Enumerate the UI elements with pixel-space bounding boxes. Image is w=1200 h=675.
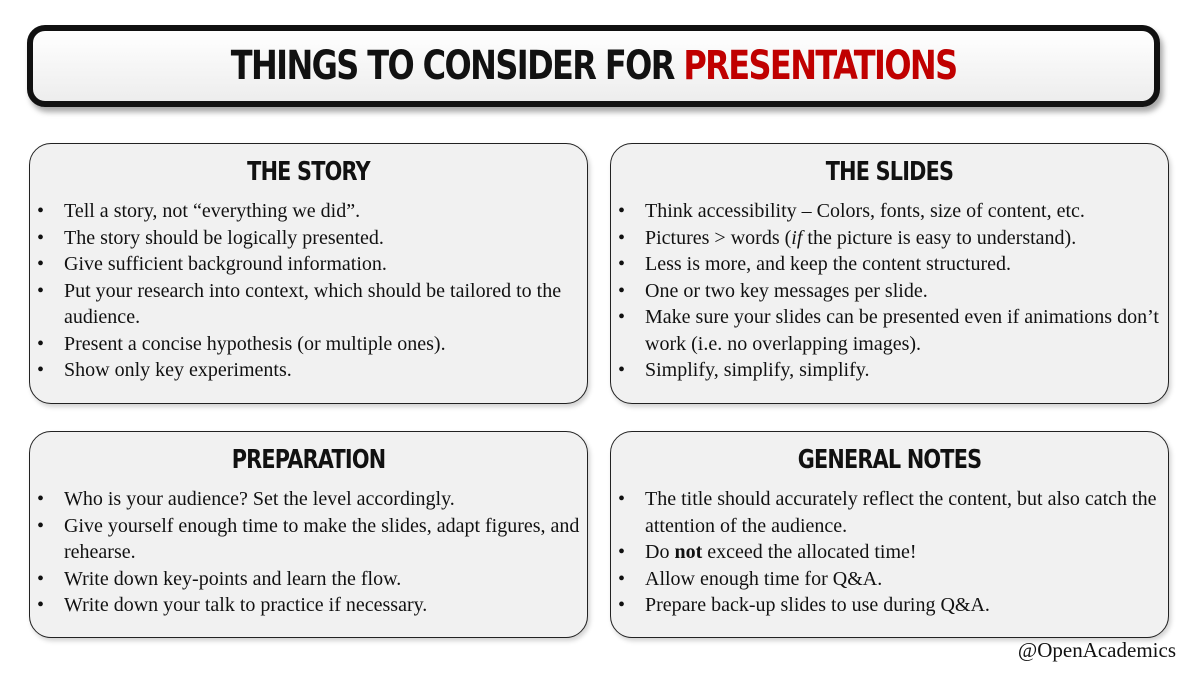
list-item: • Give yourself enough time to make the slides, adapt figures, and rehearse.: [30, 513, 587, 566]
title-accent: PRESENTATIONS: [683, 43, 957, 89]
story-list: [30, 198, 587, 384]
title-banner: [27, 25, 1160, 107]
list-item: • Tell a story, not “everything we did”.: [30, 198, 587, 225]
list-item: • Less is more, and keep the content structured.: [611, 251, 1168, 278]
list-item: • Show only key experiments.: [30, 357, 587, 384]
list-item: • Write down your talk to practice if necessary.: [30, 592, 587, 619]
story-card: [29, 143, 588, 404]
slides-list: [611, 198, 1168, 384]
list-item: • One or two key messages per slide.: [611, 278, 1168, 305]
preparation-card-title: PREPARATION: [231, 445, 386, 475]
list-item: • Prepare back-up slides to use during Q&A.: [611, 592, 1168, 619]
list-item: • Simplify, simplify, simplify.: [611, 357, 1168, 384]
page-title: [231, 43, 957, 89]
general-notes-card-title: GENERAL NOTES: [797, 445, 982, 475]
slides-card: [610, 143, 1169, 404]
story-card-title: THE STORY: [247, 157, 370, 187]
general-notes-list: [611, 486, 1168, 619]
list-item: • Who is your audience? Set the level accordingly.: [30, 486, 587, 513]
list-item: • The title should accurately reflect the content, but also catch the attention of the audience.: [611, 486, 1168, 539]
list-item: • The story should be logically presented.: [30, 225, 587, 252]
list-item: • Do not exceed the allocated time!: [611, 539, 1168, 566]
title-main: THINGS TO CONSIDER FOR: [230, 43, 684, 89]
list-item: • Write down key-points and learn the flow.: [30, 566, 587, 593]
list-item: • Allow enough time for Q&A.: [611, 566, 1168, 593]
list-item: • Pictures > words (if the picture is easy to understand).: [611, 225, 1168, 252]
list-item: • Make sure your slides can be presented even if animations don’t work (i.e. no overlapping images).: [611, 304, 1168, 357]
credit-handle: @OpenAcademics: [1017, 638, 1176, 662]
list-item: • Give sufficient background information.: [30, 251, 587, 278]
preparation-card: [29, 431, 588, 638]
list-item: • Think accessibility – Colors, fonts, size of content, etc.: [611, 198, 1168, 225]
general-notes-card: [610, 431, 1169, 638]
preparation-list: [30, 486, 587, 619]
slides-card-title: THE SLIDES: [825, 157, 954, 187]
list-item: • Present a concise hypothesis (or multiple ones).: [30, 331, 587, 358]
list-item: • Put your research into context, which should be tailored to the audience.: [30, 278, 587, 331]
